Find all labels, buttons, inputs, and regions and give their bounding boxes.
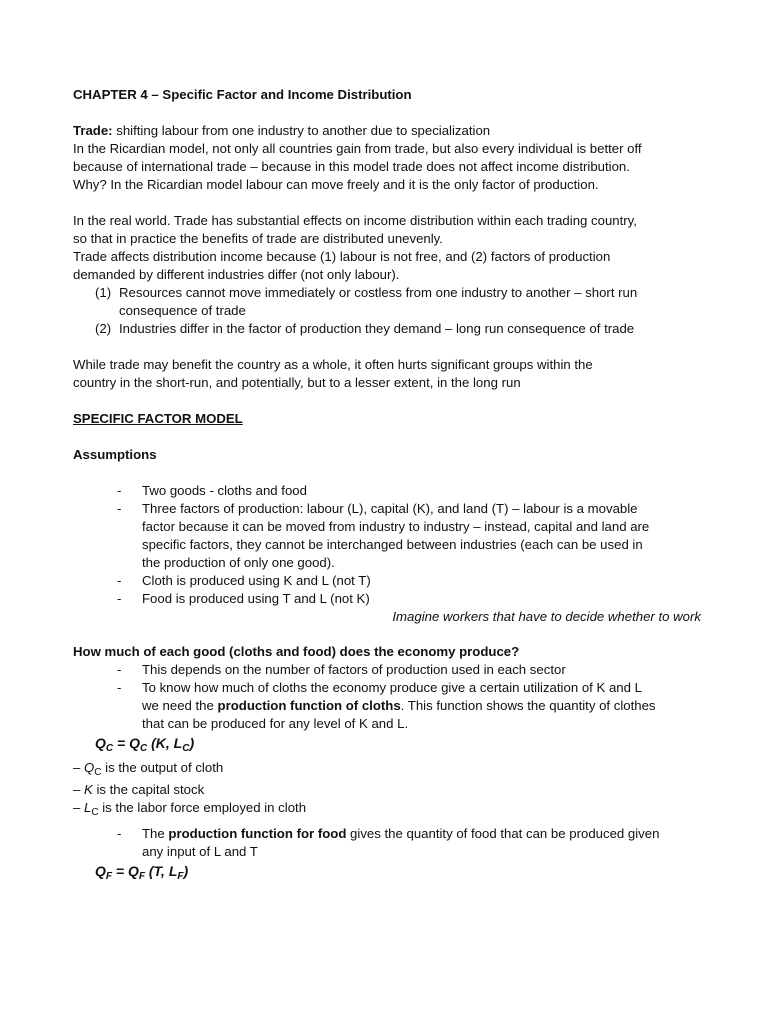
assumption-item xyxy=(73,500,703,572)
item-line: Industries differ in the factor of production they demand – long run consequence of trade xyxy=(119,321,635,336)
definition-lc: – $L_C$ is the labor force employed in cloth xyxy=(73,800,307,818)
question-item xyxy=(73,679,703,733)
trade-def-text: shifting labour from one industry to another due to specialization xyxy=(112,123,491,138)
assumption-item xyxy=(73,482,703,500)
paragraph-line: country in the short-run, and potentially, but to a lesser extent, in the long run xyxy=(73,375,521,390)
italic-note: Imagine workers that have to decide whether to work xyxy=(392,609,701,624)
item-line: that can be produced for any level of K and L. xyxy=(142,716,409,731)
paragraph-line: While trade may benefit the country as a whole, it often hurts significant groups within the xyxy=(73,357,593,372)
formula-cloth: $Q_C = Q_C$ (K, $L_C$) xyxy=(95,735,195,754)
dash-bullet: - xyxy=(117,501,122,516)
item-line: . This function shows the quantity of clothes xyxy=(400,698,656,713)
item-line: Two goods - cloths and food xyxy=(142,483,307,498)
dash-bullet: - xyxy=(117,680,122,695)
paragraph-line: demanded by different industries differ (not only labour). xyxy=(73,267,400,282)
dash-bullet: - xyxy=(117,483,122,498)
item-line: Three factors of production: labour (L), capital (K), and land (T) – labour is a movable xyxy=(142,501,638,516)
item-line: Food is produced using T and L (not K) xyxy=(142,591,370,606)
paragraph-line: Why? In the Ricardian model labour can move freely and it is the only factor of production. xyxy=(73,177,599,192)
numbered-item xyxy=(73,284,703,320)
assumptions-heading: Assumptions xyxy=(73,447,157,462)
item-line: the production of only one good). xyxy=(142,555,335,570)
item-line: specific factors, they cannot be interchanged between industries (each can be used in xyxy=(142,537,643,552)
question-heading: How much of each good (cloths and food) does the economy produce? xyxy=(73,644,520,659)
item-line: factor because it can be moved from industry to industry – instead, capital and land are xyxy=(142,519,650,534)
paragraph-line: so that in practice the benefits of trade are distributed unevenly. xyxy=(73,231,443,246)
dash-bullet: - xyxy=(117,573,122,588)
paragraph-line: In the real world. Trade has substantial effects on income distribution within each trading country, xyxy=(73,213,637,228)
question-item xyxy=(73,661,703,679)
paragraph-line: because of international trade – because in this model trade does not affect income distribution. xyxy=(73,159,630,174)
dash-bullet: - xyxy=(117,662,122,677)
item-number: (2) xyxy=(95,321,112,336)
item-line: Resources cannot move immediately or costless from one industry to another – short run xyxy=(119,285,638,300)
trade-label: Trade: xyxy=(73,123,113,138)
paragraph-line: In the Ricardian model, not only all countries gain from trade, but also every individual is better off xyxy=(73,141,642,156)
item-bold-term: production function for food xyxy=(168,826,347,841)
item-line: we need the xyxy=(142,698,218,713)
item-line: This depends on the number of factors of production used in each sector xyxy=(142,662,566,677)
trade-definition xyxy=(73,122,703,140)
numbered-item xyxy=(73,320,703,338)
dash-bullet: - xyxy=(117,826,122,841)
item-line: Cloth is produced using K and L (not T) xyxy=(142,573,371,588)
food-item: - The production function for food gives the quantity of food that can be produced given any input of L and T xyxy=(117,826,660,859)
item-line: consequence of trade xyxy=(119,303,246,318)
document-content xyxy=(73,86,703,887)
item-bold-term: production function of cloths xyxy=(217,698,401,713)
definition-k: – K is the capital stock xyxy=(73,782,205,797)
formula-food: $Q_F = Q_F$ (T, $L_F$) xyxy=(95,863,189,882)
definition-qc: – $Q_C$ is the output of cloth xyxy=(73,760,224,778)
item-line: To know how much of cloths the economy produce give a certain utilization of K and L xyxy=(142,680,642,695)
paragraph-line: Trade affects distribution income because (1) labour is not free, and (2) factors of production xyxy=(73,249,611,264)
assumption-item xyxy=(73,590,703,608)
section-heading: SPECIFIC FACTOR MODEL xyxy=(73,411,243,426)
assumption-item xyxy=(73,572,703,590)
item-number: (1) xyxy=(95,285,112,300)
dash-bullet: - xyxy=(117,591,122,606)
chapter-title: CHAPTER 4 – Specific Factor and Income Distribution xyxy=(73,87,412,102)
